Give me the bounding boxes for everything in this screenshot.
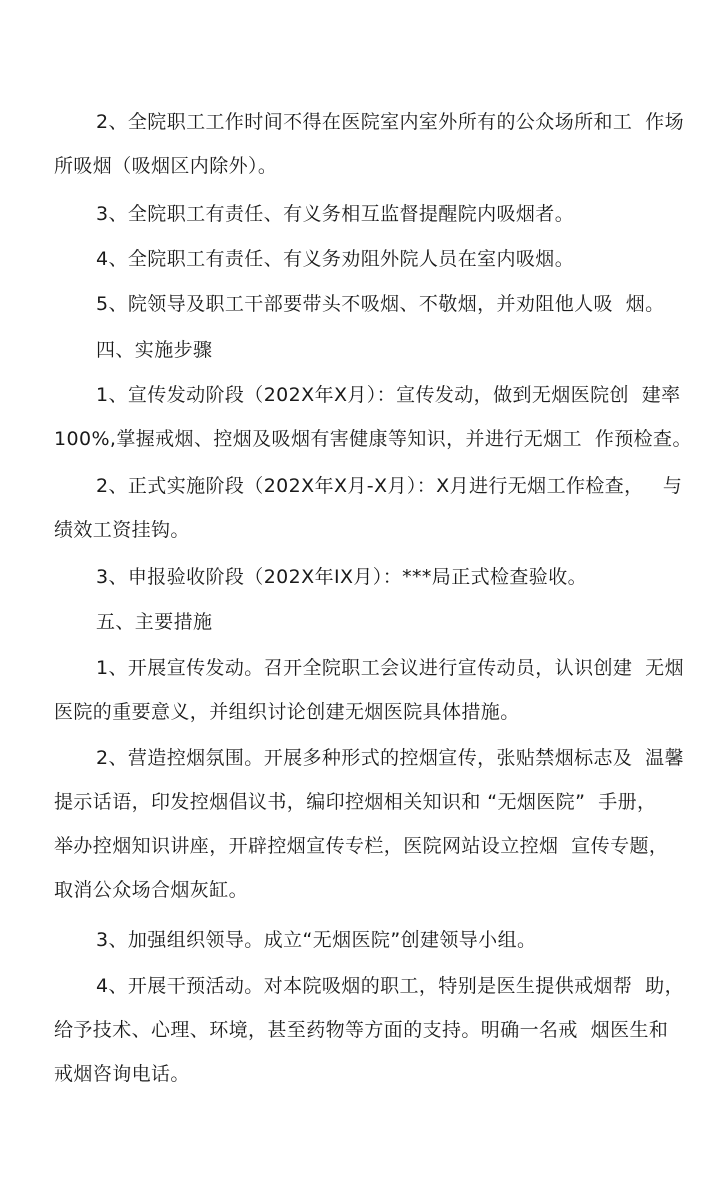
paragraph-line: 4、全院职工有责任、有义务劝阻外院人员在室内吸烟。 bbox=[96, 248, 575, 270]
paragraph-line: 绩效工资挂钩。 bbox=[54, 519, 190, 541]
paragraph-line: 100%,掌握戒烟、控烟及吸烟有害健康等知识，并进行无烟工 作预检查。 bbox=[54, 428, 692, 450]
paragraph-line: 戒烟咨询电话。 bbox=[54, 1063, 190, 1085]
paragraph-line: 3、申报验收阶段（202X年IX月）：***局正式检查验收。 bbox=[96, 566, 587, 588]
paragraph-line: 2、正式实施阶段（202X年X月-X月）：X月进行无烟工作检查， 与 bbox=[96, 475, 683, 497]
paragraph-line: 1、开展宣传发动。召开全院职工会议进行宣传动员，认识创建 无烟 bbox=[96, 657, 684, 679]
paragraph-line: 2、全院职工工作时间不得在医院室内室外所有的公众场所和工 作场 bbox=[96, 111, 684, 133]
paragraph-line: 3、加强组织领导。成立“无烟医院”创建领导小组。 bbox=[96, 929, 537, 951]
section-heading: 四、实施步骤 bbox=[96, 339, 213, 361]
paragraph-line: 取消公众场合烟灰缸。 bbox=[54, 879, 249, 901]
paragraph-line: 举办控烟知识讲座，开辟控烟宣传专栏，医院网站设立控烟 宣传专题， bbox=[54, 835, 669, 857]
paragraph-line: 4、开展干预活动。对本院吸烟的职工，特别是医生提供戒烟帮 助， bbox=[96, 975, 684, 997]
section-heading: 五、主要措施 bbox=[96, 611, 213, 633]
paragraph-line: 所吸烟（吸烟区内除外）。 bbox=[54, 155, 278, 177]
paragraph-line: 3、全院职工有责任、有义务相互监督提醒院内吸烟者。 bbox=[96, 203, 575, 225]
paragraph-line: 医院的重要意义，并组织讨论创建无烟医院具体措施。 bbox=[54, 701, 520, 723]
paragraph-line: 给予技术、心理、环境，甚至药物等方面的支持。明确一名戒 烟医生和 bbox=[54, 1019, 669, 1041]
paragraph-line: 5、院领导及职工干部要带头不吸烟、不敬烟，并劝阻他人吸 烟。 bbox=[96, 293, 665, 315]
paragraph-line: 2、营造控烟氛围。开展多种形式的控烟宣传，张贴禁烟标志及 温馨 bbox=[96, 747, 684, 769]
paragraph-line: 1、宣传发动阶段（202X年X月）：宣传发动，做到无烟医院创 建率 bbox=[96, 384, 681, 406]
paragraph-line: 提示话语，印发控烟倡议书，编印控烟相关知识和 “无烟医院” 手册， bbox=[54, 791, 657, 813]
